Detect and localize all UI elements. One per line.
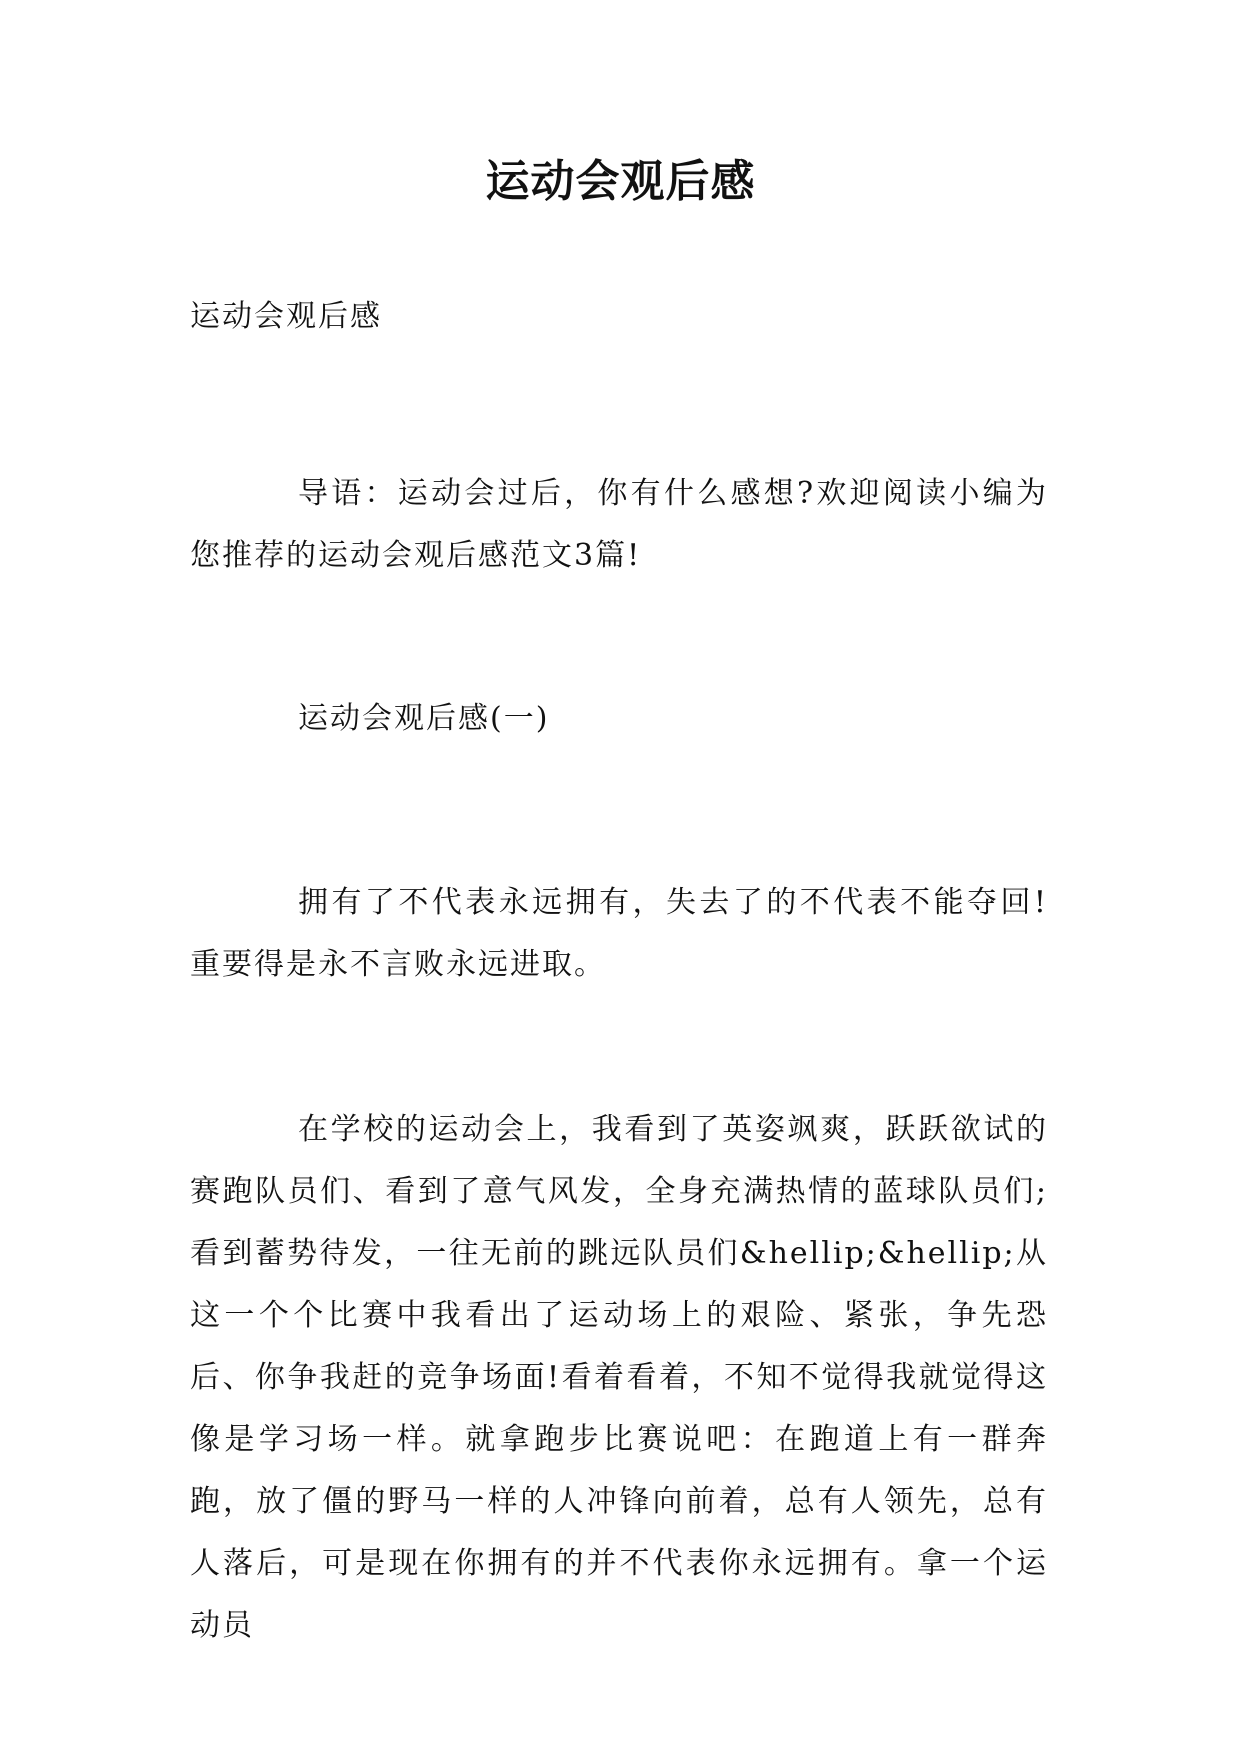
- body-paragraph-2: 在学校的运动会上，我看到了英姿飒爽，跃跃欲试的赛跑队员们、看到了意气风发，全身充满热情的蓝球队员们;看到蓄势待发，一往无前的跳远队员们&hellip;&hellip;从这一个个比赛中我看出了运动场上的艰险、紧张，争先恐后、你争我赶的竞争场面!看着看着，不知不觉得我就觉得这像是学习场一样。就拿跑步比赛说吧：在跑道上有一群奔跑，放了僵的野马一样的人冲锋向前着，总有人领先，总有人落后，可是现在你拥有的并不代表你永远拥有。拿一个运动员: [190, 1112, 1048, 1643]
- document-title: 运动会观后感: [485, 156, 756, 207]
- document-subtitle: 运动会观后感: [190, 299, 382, 334]
- section-heading: 运动会观后感(一): [298, 701, 550, 736]
- intro-paragraph: 导语：运动会过后，你有什么感想?欢迎阅读小编为您推荐的运动会观后感范文3篇!: [190, 476, 1048, 573]
- body-paragraph-1: 拥有了不代表永远拥有，失去了的不代表不能夺回!重要得是永不言败永远进取。: [190, 885, 1048, 982]
